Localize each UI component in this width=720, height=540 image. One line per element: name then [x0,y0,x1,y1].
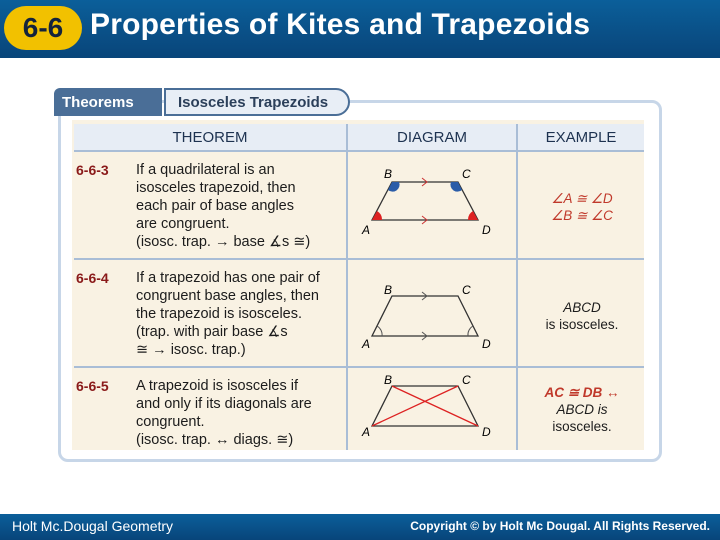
footer-publisher: Holt Mc.Dougal Geometry [12,518,174,534]
header-rule [74,150,644,152]
column-header-theorem: THEOREM [74,124,346,150]
topic-tab: Isosceles Trapezoids [164,88,350,116]
column-divider [516,124,518,450]
row-divider [74,258,644,260]
theorem-text: If a trapezoid has one pair of congruent base angles, then the trapezoid is isosceles. (trap. with pair base ∡s ≅ → isosc. trap.) [136,270,320,358]
theorems-tab: Theorems [54,88,162,116]
angle-b-mark [388,182,400,192]
svg-text:D: D [482,337,491,351]
svg-text:B: B [383,167,392,181]
angle-a-mark [372,211,382,220]
slide-title: Properties of Kites and Trapezoids [90,8,591,41]
theorem-number: 6-6-5 [76,378,109,394]
diagonal-ac [372,386,458,426]
diagonal-bd [392,386,478,426]
theorem-number: 6-6-3 [76,162,109,178]
svg-text:D: D [482,425,491,439]
column-header-example: EXAMPLE [518,124,644,150]
svg-text:B: B [383,373,392,387]
slide-footer [0,514,720,540]
column-header-diagram: DIAGRAM [348,124,516,150]
row-divider [74,366,644,368]
svg-text:C: C [462,283,471,297]
column-divider [346,124,348,450]
theorem-text: A trapezoid is isosceles if and only if its diagonals are congruent. (isosc. trap. ↔ diags. ≅) [136,378,312,448]
trapezoid-base-angles-diagram [360,164,505,236]
theorem-text: If a quadrilateral is an isosceles trapezoid, then each pair of base angles are congruent. (isosc. trap. → base ∡s ≅) [136,162,311,250]
angle-c-mark [450,182,462,192]
example-text: AC ≅ DB ↔ ABCD is isosceles. [544,385,620,434]
theorem-number: 6-6-4 [76,270,109,286]
svg-text:C: C [462,167,471,181]
trapezoid-diagonals-diagram [360,372,505,442]
svg-text:A: A [361,425,370,439]
slide-header [0,0,720,58]
angle-d-mark [468,211,478,220]
svg-text:D: D [482,223,491,236]
trapezoid-converse-diagram [360,282,505,354]
footer-copyright: Copyright © by Holt Mc Dougal. All Rights Reserved. [410,519,710,533]
example-text: ABCD is isosceles. [545,300,619,332]
lesson-badge: 6-6 [4,6,82,50]
svg-text:A: A [361,223,370,236]
svg-text:B: B [383,283,392,297]
svg-text:C: C [462,373,471,387]
example-text: ∠A ≅ ∠D ∠B ≅ ∠C [551,191,613,223]
svg-text:A: A [361,337,370,351]
